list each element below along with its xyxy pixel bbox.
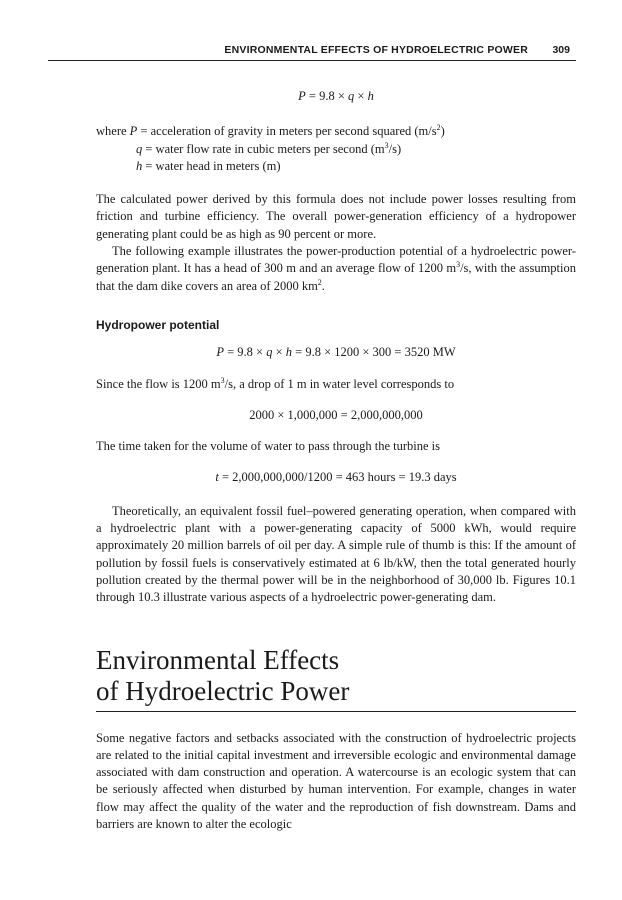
- calculation-volume: 2000 × 1,000,000 = 2,000,000,000: [249, 407, 423, 422]
- definition-q: q = water flow rate in cubic meters per second $(m^3/s)$: [136, 140, 402, 156]
- paragraph-fossil-comparison: Theoretically, an equivalent fossil fuel–powered generating operation, when compared with a hydroelectric plant with a power-generating capacity of 5000 kWh, would require approximately 20 million barrels of oil per day. A simple rule of thumb is this: If the amount of pollution by fossil fuels is conservatively estimated at 6 lb/kW, then the total generated hourly pollution created by the thermal power will be in the neighborhood of 30,000 lb. Figures 10.1 through 10.3 illustrate various aspects of a hydroelectric power-generating dam.: [96, 503, 576, 605]
- paragraph-example: The following example illustrates the power-production potential of a hydroelectric power-generation plant. It has a head of 300 m and an average flow of 1200 $m^3/s$, with the assumption that the dam dike covers an area of 2000 $km^2$.: [96, 244, 577, 293]
- time-sentence: The time taken for the volume of water to pass through the turbine is: [96, 439, 441, 454]
- paragraph-efficiency: The calculated power derived by this formula does not include power losses resulting from friction and turbine efficiency. The overall power-generation efficiency of a hydropower generating plant could be as high as 90 percent or more.: [96, 192, 576, 241]
- power-formula: P = 9.8 × q × h: [298, 89, 374, 103]
- calculation-time: t = 2,000,000,000/1200 = 463 hours = 19.3 days: [215, 470, 457, 485]
- section-heading: [96, 645, 576, 712]
- subheading-hydropower-potential: Hydropower potential: [96, 317, 220, 332]
- flow-sentence: Since the flow is 1200 $m^3/s$, a drop of 1 m in water level corresponds to: [96, 375, 455, 391]
- page-body: [96, 88, 576, 833]
- paragraph-negative-factors: Some negative factors and setbacks associated with the construction of hydroelectric projects are related to the initial capital investment and irreversible ecologic and environmental damage associated with dam construction and operation. A watercourse is an ecologic system that can be seriously affected when disturbed by human intervention. For example, changes in water flow may affect the quality of the water and the reproduction of fish downstream. Dams and barriers are known to alter the ecologic: [96, 730, 576, 832]
- running-header: [48, 44, 576, 61]
- page-number: 309: [552, 44, 570, 56]
- variable-definitions: [96, 123, 576, 175]
- definition-p: where P = acceleration of gravity in meters per second squared $(m/s^2)$: [96, 123, 445, 139]
- section-heading-line1: Environmental Effects: [96, 644, 340, 675]
- running-title: ENVIRONMENTAL EFFECTS OF HYDROELECTRIC POWER: [224, 44, 528, 56]
- definition-h: h = water head in meters (m): [136, 158, 281, 173]
- calculation-power: P = 9.8 × q × h = 9.8 × 1200 × 300 = 3520 MW: [216, 345, 456, 360]
- section-heading-line2: of Hydroelectric Power: [96, 675, 350, 706]
